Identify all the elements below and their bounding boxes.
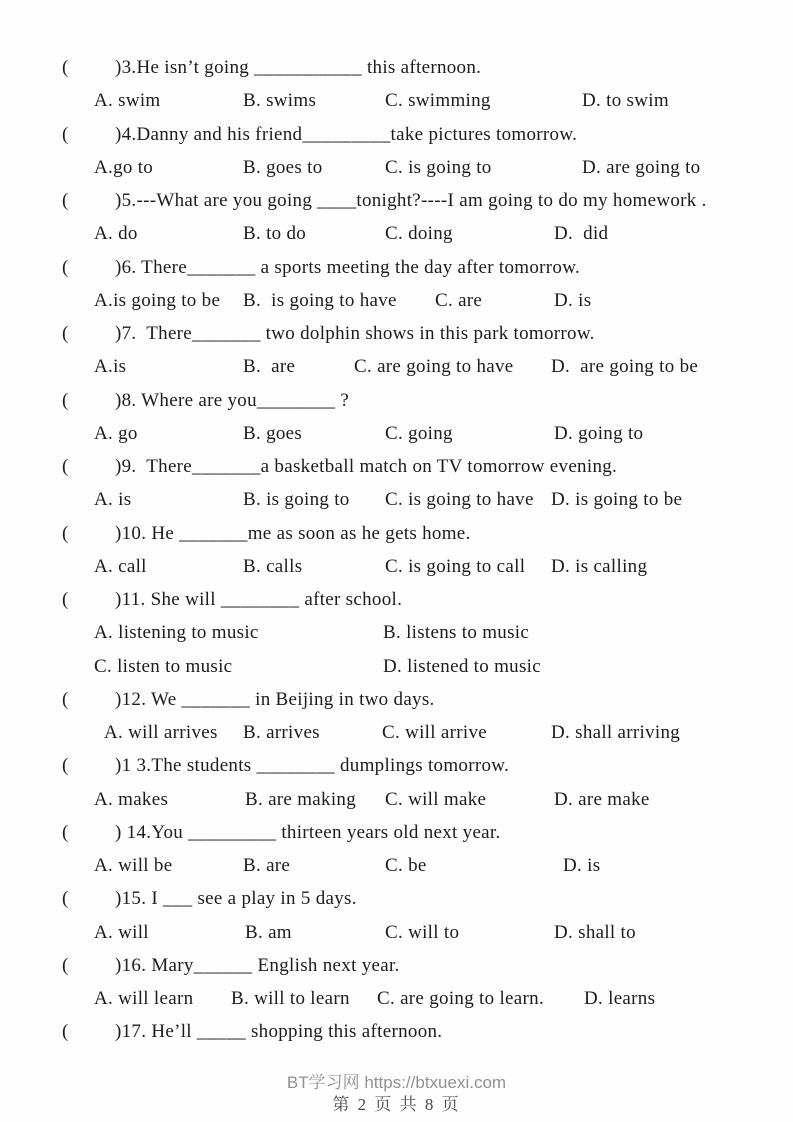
question-stem: )7. There_______ two dolphin shows in this park tomorrow.	[115, 323, 595, 344]
options-line-12	[0, 720, 793, 748]
question-line-12	[0, 687, 793, 715]
question-line-17	[0, 1019, 793, 1047]
option-10-B: B. calls	[243, 555, 303, 577]
option-11-C: C. listen to music	[94, 655, 233, 677]
option-11-B: B. listens to music	[383, 622, 530, 644]
option-12-C: C. will arrive	[382, 722, 487, 743]
option-15-A: A. will	[94, 921, 149, 943]
option-9-D: D. is going to be	[551, 489, 683, 511]
question-stem: ) 14.You _________ thirteen years old next year.	[115, 821, 501, 843]
question-stem: )12. We _______ in Beijing in two days.	[115, 688, 435, 710]
question-stem: )4.Danny and his friend_________take pictures tomorrow.	[115, 123, 578, 145]
option-4-B: B. goes to	[243, 156, 323, 178]
options-line-3	[0, 88, 793, 116]
answer-paren: (	[62, 589, 69, 610]
option-5-B: B. to do	[243, 223, 307, 245]
option-14-A: A. will be	[94, 855, 173, 876]
answer-paren: (	[62, 456, 69, 477]
answer-paren: (	[62, 821, 69, 843]
option-15-D: D. shall to	[554, 921, 636, 943]
option-13-B: B. are making	[245, 788, 357, 810]
option-9-C: C. is going to have	[385, 489, 534, 511]
option-16-D: D. learns	[584, 988, 656, 1009]
option-8-D: D. going to	[554, 422, 644, 444]
question-line-3	[0, 55, 793, 83]
option-16-C: C. are going to learn.	[377, 988, 544, 1009]
options-line-8	[0, 421, 793, 449]
options-line-6	[0, 288, 793, 316]
question-line-6	[0, 255, 793, 283]
watermark-text: BT学习网 https://btxuexi.com	[286, 1073, 507, 1092]
answer-paren: (	[62, 688, 69, 710]
question-stem: )3.He isn’t going ___________ this afternoon.	[115, 57, 482, 78]
question-stem: )5.---What are you going ____tonight?----I am going to do my homework .	[115, 190, 707, 211]
option-3-A: A. swim	[94, 90, 161, 112]
options-line-9	[0, 487, 793, 515]
option-3-B: B. swims	[243, 90, 317, 112]
option-7-D: D. are going to be	[551, 356, 699, 378]
options-line-16	[0, 986, 793, 1014]
option-15-B: B. am	[245, 921, 292, 943]
option-5-C: C. doing	[385, 223, 453, 245]
option-4-D: D. are going to	[582, 156, 701, 178]
answer-paren: (	[62, 123, 69, 145]
options-line-5	[0, 221, 793, 249]
option-8-C: C. going	[385, 422, 453, 444]
options-line-15	[0, 920, 793, 948]
answer-paren: (	[62, 256, 69, 278]
question-line-11	[0, 587, 793, 615]
options-line-4	[0, 155, 793, 183]
option-10-D: D. is calling	[551, 555, 648, 577]
question-line-13	[0, 753, 793, 781]
option-10-C: C. is going to call	[385, 555, 526, 577]
question-stem: )6. There_______ a sports meeting the day after tomorrow.	[115, 256, 581, 278]
options-line-13	[0, 787, 793, 815]
question-stem: )11. She will ________ after school.	[115, 589, 403, 610]
option-11-D: D. listened to music	[383, 655, 541, 677]
page-number: 第 2 页 共 8 页	[332, 1095, 461, 1114]
question-line-8	[0, 388, 793, 416]
option-7-B: B. are	[243, 356, 296, 378]
question-stem: )17. He’ll _____ shopping this afternoon.	[115, 1021, 443, 1043]
answer-paren: (	[62, 888, 69, 910]
option-6-C: C. are	[435, 289, 483, 311]
option-8-B: B. goes	[243, 422, 303, 444]
answer-paren: (	[62, 1021, 69, 1043]
option-13-A: A. makes	[94, 788, 169, 810]
option-7-C: C. are going to have	[354, 356, 514, 378]
question-stem: )16. Mary______ English next year.	[115, 954, 400, 976]
option-5-A: A. do	[94, 223, 138, 245]
option-13-D: D. are make	[554, 788, 650, 810]
option-14-B: B. are	[243, 855, 291, 876]
option-14-D: D. is	[563, 855, 601, 876]
options-line-14	[0, 853, 793, 881]
answer-paren: (	[62, 954, 69, 976]
option-6-D: D. is	[554, 289, 592, 311]
answer-paren: (	[62, 190, 69, 211]
option-10-A: A. call	[94, 555, 147, 577]
option-13-C: C. will make	[385, 788, 487, 810]
question-line-16	[0, 953, 793, 981]
question-line-14	[0, 820, 793, 848]
options-line-7	[0, 354, 793, 382]
question-line-5	[0, 188, 793, 216]
option-8-A: A. go	[94, 422, 138, 444]
option-6-B: B. is going to have	[243, 289, 397, 311]
option-12-A: A. will arrives	[104, 722, 218, 743]
option-4-A: A.go to	[94, 156, 154, 178]
option-9-B: B. is going to	[243, 489, 350, 511]
option-6-A: A.is going to be	[94, 289, 221, 311]
option-7-A: A.is	[94, 356, 127, 378]
answer-paren: (	[62, 323, 69, 344]
question-stem: )9. There_______a basketball match on TV tomorrow evening.	[115, 456, 618, 477]
option-3-C: C. swimming	[385, 90, 491, 112]
option-4-C: C. is going to	[385, 156, 492, 178]
options-line-11	[0, 654, 793, 682]
option-5-D: D. did	[554, 223, 609, 245]
options-line-11	[0, 620, 793, 648]
question-line-4	[0, 122, 793, 150]
option-16-A: A. will learn	[94, 988, 194, 1009]
option-9-A: A. is	[94, 489, 132, 511]
option-12-D: D. shall arriving	[551, 722, 681, 743]
answer-paren: (	[62, 755, 69, 777]
question-line-7	[0, 321, 793, 349]
option-11-A: A. listening to music	[94, 622, 259, 644]
question-line-15	[0, 886, 793, 914]
answer-paren: (	[62, 522, 69, 544]
answer-paren: (	[62, 389, 69, 411]
option-14-C: C. be	[385, 855, 427, 876]
options-line-10	[0, 554, 793, 582]
answer-paren: (	[62, 57, 69, 78]
question-stem: )15. I ___ see a play in 5 days.	[115, 888, 357, 910]
option-15-C: C. will to	[385, 921, 460, 943]
question-stem: )10. He _______me as soon as he gets home.	[115, 522, 471, 544]
question-stem: )8. Where are you________ ?	[115, 389, 350, 411]
option-12-B: B. arrives	[243, 722, 320, 743]
question-line-9	[0, 454, 793, 482]
option-3-D: D. to swim	[582, 90, 669, 112]
option-16-B: B. will to learn	[231, 988, 350, 1009]
question-stem: )1 3.The students ________ dumplings tomorrow.	[115, 755, 510, 777]
question-line-10	[0, 521, 793, 549]
